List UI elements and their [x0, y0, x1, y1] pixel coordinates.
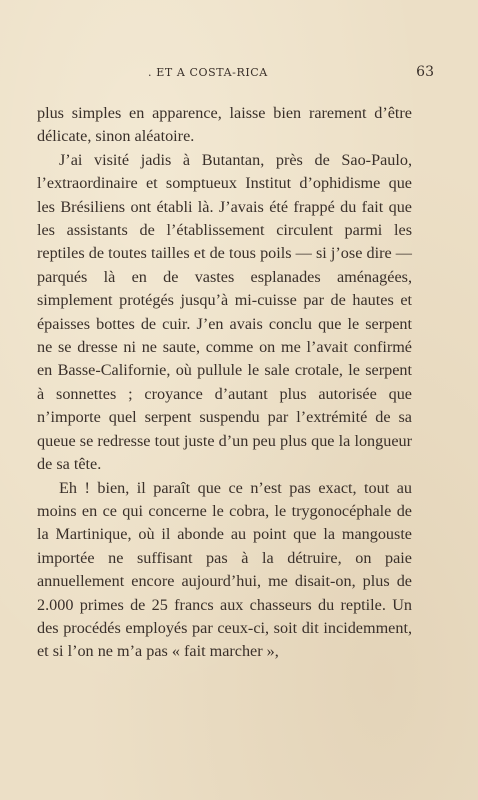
body-text [37, 102, 412, 664]
paragraph-butantan: J’ai visité jadis à Butantan, près de Sao-Paulo, l’extraordinaire et somptueux Institut d’ophidisme que les Brésiliens ont établi là. J’avais été frappé du fait que les assistants de l’établissement circulent parmi les reptiles de toutes tailles et de tous poils — si j’ose dire — parqués là en de vastes esplanades aménagées, simplement protégés jusqu’à mi-cuisse par de hautes et épaisses bottes de cuir. J’en avais conclu que le serpent ne se dresse ni ne saute, comme on me l’avait confirmé en Basse-Californie, où pullule le sale crotale, le serpent à sonnettes ; croyance d’autant plus autorisée que n’importe quel serpent suspendu par l’extrémité de sa queue se redresse tout juste d’un peu plus que la longueur de sa tête. [37, 150, 412, 474]
running-head [36, 64, 434, 83]
paragraph-martinique: Eh ! bien, il paraît que ce n’est pas exact, tout au moins en ce qui concerne le cobra, le trygonocéphale de la Martinique, où il abonde au point que la mangouste importée ne suffisant pas à la détruire, on paie annuellement encore aujourd’hui, me disait-on, plus de 2.000 primes de 25 francs aux chasseurs du reptile. Un des procédés employés par ceux-ci, soit dit incidemment, et si l’on ne m’a pas « fait marcher », [37, 478, 412, 661]
page-number: 63 [416, 64, 434, 80]
paragraph-continuation: plus simples en apparence, laisse bien rarement d’être délicate, sinon aléatoire. [37, 104, 412, 146]
running-head-title: . ET A COSTA-RICA [148, 66, 268, 79]
